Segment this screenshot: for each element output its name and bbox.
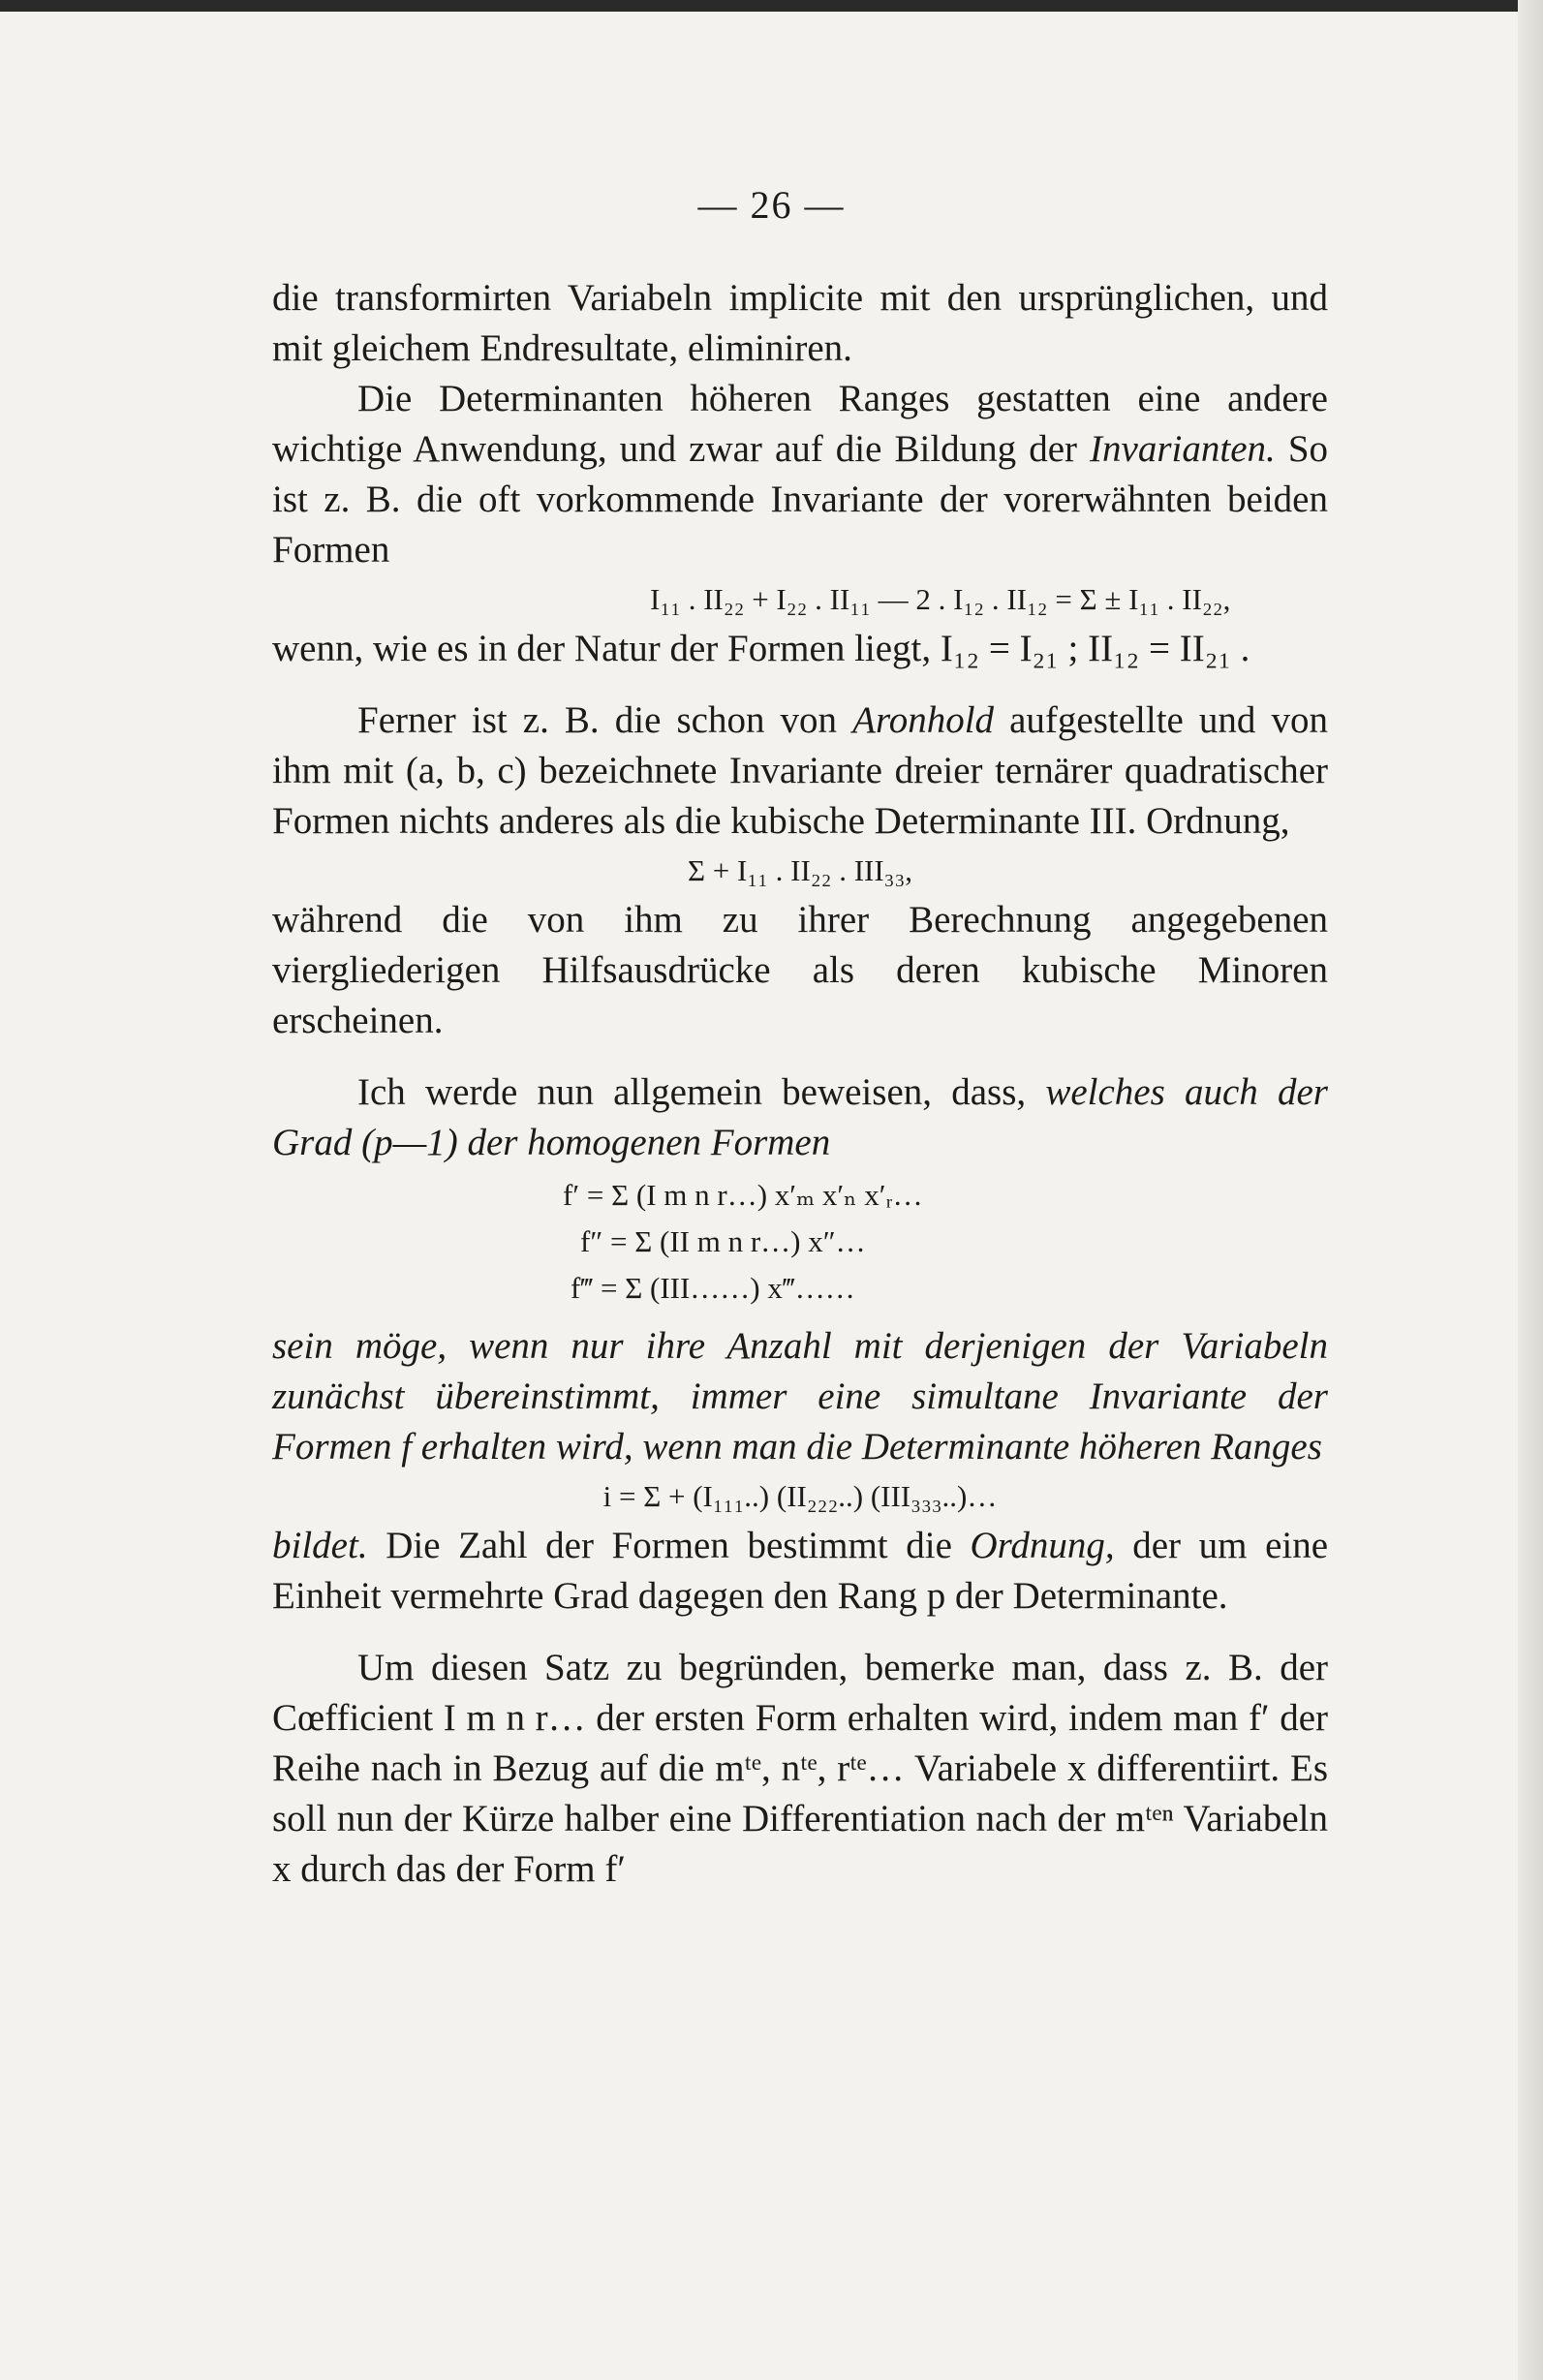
body-text	[272, 273, 1328, 1895]
paragraph-3: wenn, wie es in der Natur der Formen liegt, I₁₂ = I₂₁ ; II₁₂ = II₂₁ .	[272, 628, 1250, 669]
paragraph-6	[272, 1067, 1328, 1168]
invarianten-term: Invarianten.	[1090, 428, 1276, 470]
paragraph-8	[272, 1521, 1328, 1622]
paragraph-6-emphasis: welches auch der Grad (p—1) der homogenen Formen	[272, 1071, 1328, 1163]
paragraph-2-end: So ist z. B. die oft vorkommende Invariante der vorerwähnten beiden Formen	[272, 428, 1329, 571]
aronhold-name: Aronhold	[852, 699, 995, 741]
formula-cubic-determinant: Σ + I₁₁ . II₂₂ . III₃₃,	[687, 853, 913, 887]
formula-invariant-two-forms: I₁₁ . II₂₂ + I₂₂ . II₁₁ — 2 . I₁₂ . II₁₂ = Σ ± I₁₁ . II₂₂,	[650, 582, 1231, 616]
formula-higher-rank-determinant: i = Σ + (I₁₁₁..) (II₂₂₂..) (III₃₃₃..)…	[602, 1479, 998, 1513]
bildet-term: bildet.	[272, 1525, 368, 1566]
paragraph-1: die transformirten Variabeln implicite mit den ursprünglichen, und mit gleichem Endresultate, eliminiren.	[272, 277, 1328, 369]
page-top-edge	[0, 0, 1543, 12]
paragraph-8-mid: Die Zahl der Formen bestimmt die	[386, 1525, 952, 1566]
ordnung-term: Ordnung,	[970, 1525, 1115, 1566]
formula-third-form: f‴ = Σ (III……) x‴……	[571, 1271, 855, 1305]
paragraph-9: Um diesen Satz zu begründen, bemerke man, dass z. B. der Cœfficient I m n r… der ersten Form erhalten wird, indem man f′ der Reihe nach in Bezug auf die mᵗᵉ, nᵗᵉ, rᵗᵉ… Variabele x differentiirt. Es soll nun der Kürze halber eine Differentiation nach der mᵗᵉⁿ Variabeln x durch das der Form f′	[272, 1647, 1328, 1890]
paragraph-5: während die von ihm zu ihrer Berechnung angegebenen viergliederigen Hilfsausdrücke als deren kubische Minoren erscheinen.	[272, 899, 1328, 1041]
paragraph-4-end: aufgestellte und von ihm mit (a, b, c) bezeichnete Invariante dreier ternärer quadratischer Formen nichts anderes als die kubische Determinante III. Ordnung,	[272, 699, 1329, 842]
paragraph-4-start: Ferner ist z. B. die schon von	[357, 699, 838, 741]
paragraph-2	[272, 374, 1328, 575]
formula-forms-group	[272, 1172, 1328, 1312]
paragraph-2-start: Die Determinanten höheren Ranges gestatten eine andere wichtige Anwendung, und zwar auf die Bildung der	[272, 378, 1328, 470]
page-binding-edge	[1518, 0, 1543, 2380]
paragraph-4	[272, 695, 1328, 847]
paragraph-7-emphasis: sein möge, wenn nur ihre Anzahl mit derjenigen der Variabeln zunächst übereinstimmt, immer eine simultane Invariante der Formen f erhalten wird, wenn man die Determinante höheren Ranges	[272, 1325, 1328, 1468]
paragraph-7	[272, 1321, 1328, 1472]
page-number: — 26 —	[697, 183, 846, 227]
formula-second-form: f″ = Σ (II m n r…) x″…	[580, 1224, 866, 1258]
paragraph-8-end: der um eine Einheit vermehrte Grad dagegen den Rang p der Determinante.	[272, 1525, 1329, 1617]
paragraph-6-start: Ich werde nun allgemein beweisen, dass,	[357, 1071, 1027, 1113]
formula-first-form: f′ = Σ (I m n r…) x′ₘ x′ₙ x′ᵣ…	[563, 1178, 923, 1212]
